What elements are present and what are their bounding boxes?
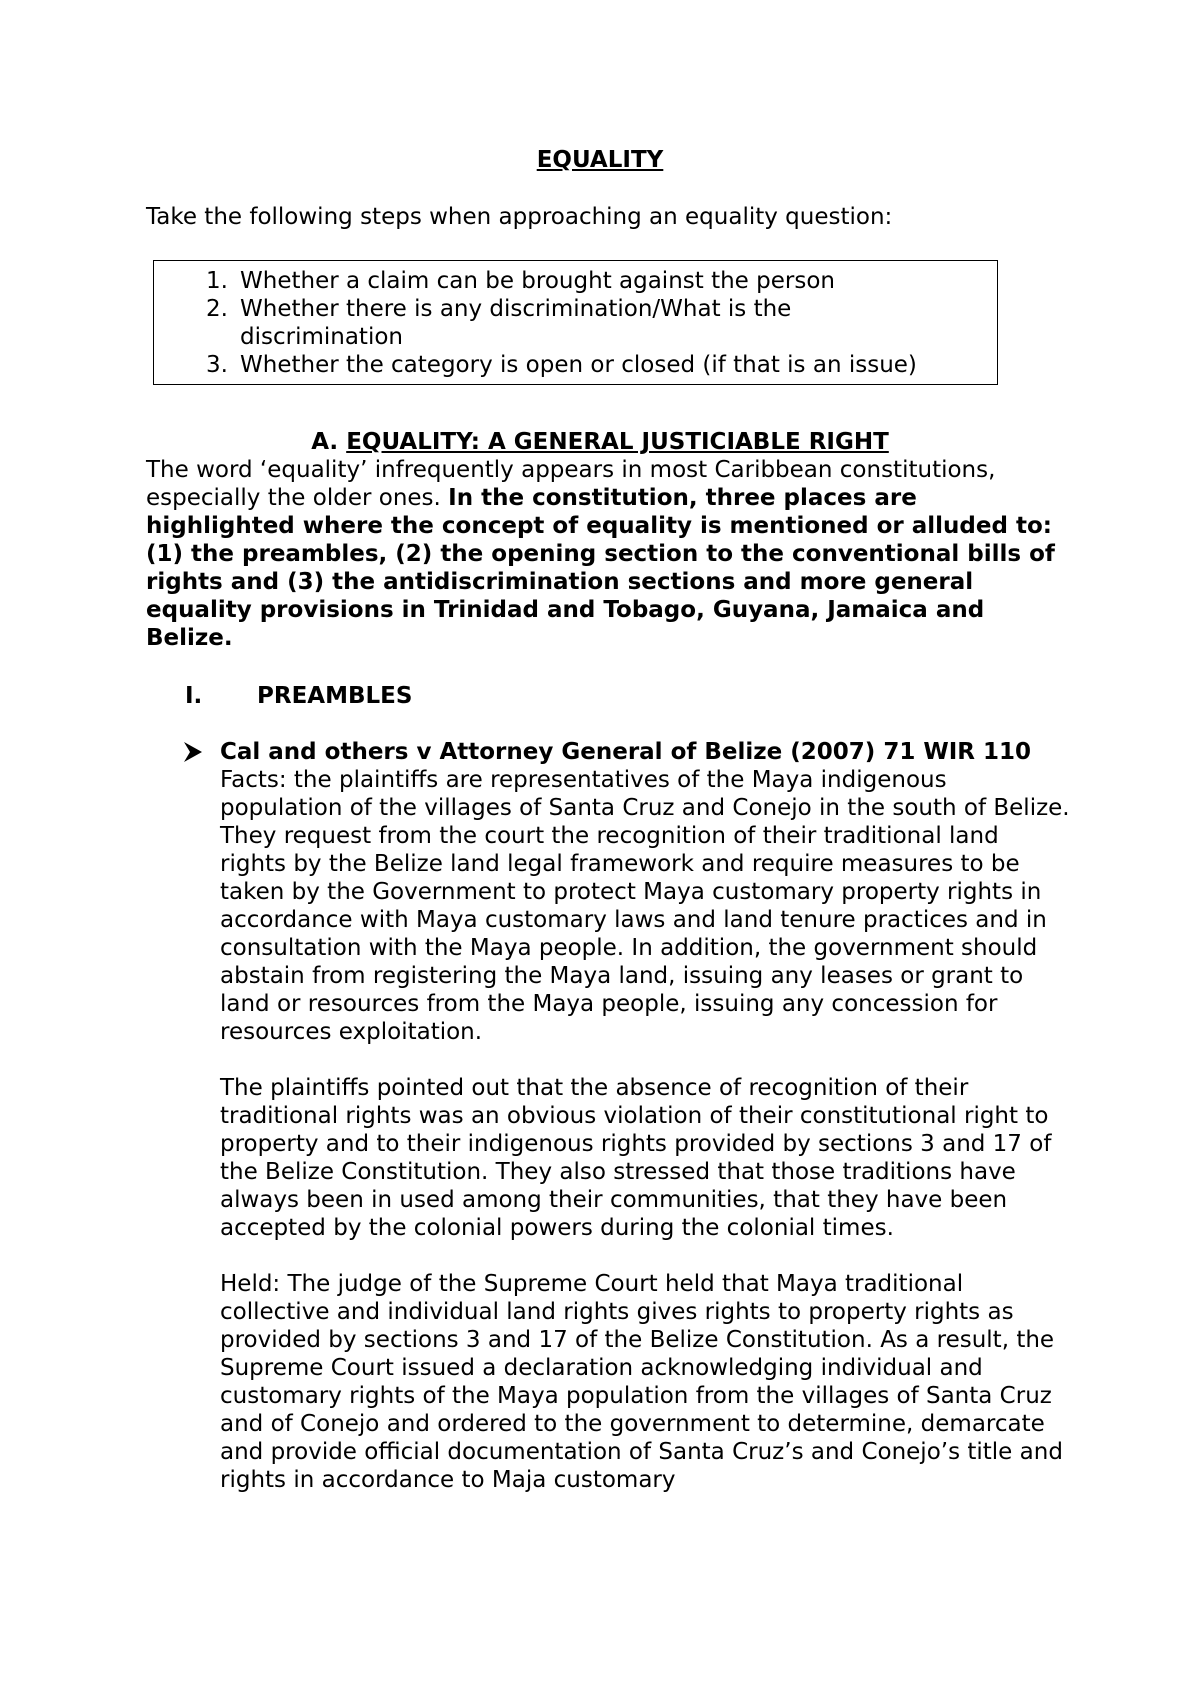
arrowhead-bullet-icon — [182, 740, 204, 764]
subsection-heading — [185, 682, 413, 710]
intro-text: Take the following steps when approaching an equality question: — [146, 204, 893, 230]
paragraph-gap — [220, 1242, 1070, 1270]
steps-list — [206, 267, 946, 379]
step-text: Whether a claim can be brought against the person — [240, 268, 835, 294]
case-argument: The plaintiffs pointed out that the absence of recognition of their traditional rights was an obvious violation of their constitutional right to property and to their indigenous rights provided by sections 3 and 17 of the Belize Constitution. They also stressed that those traditions have always been in used among their communities, that they have been accepted by the colonial powers during the colonial times. — [220, 1075, 1052, 1241]
paragraph-bold-text: In the constitution, three places are highlighted where the concept of equality is mentioned or alluded to: (1) the preambles, (2) the opening section to the conventional bills of rights and (3) the antidiscrimination sections and more general equality provisions in Trinidad and Tobago, Guyana, Jamaica and Belize. — [146, 485, 1055, 651]
step-item — [206, 295, 946, 351]
section-a-title: EQUALITY: A GENERAL JUSTICIABLE RIGHT — [346, 429, 889, 455]
step-item — [206, 351, 946, 379]
step-text: Whether the category is open or closed (if that is an issue) — [240, 352, 917, 378]
section-a-prefix: A. — [311, 429, 339, 455]
section-a-heading — [0, 428, 1200, 456]
steps-box — [153, 260, 998, 385]
case-title: Cal and others v Attorney General of Belize (2007) 71 WIR 110 — [220, 739, 1031, 765]
paragraph-gap — [220, 1046, 1070, 1074]
subsection-numeral: I. — [185, 683, 203, 709]
step-number: 2. — [206, 296, 228, 322]
step-number: 1. — [206, 268, 228, 294]
step-item — [206, 267, 946, 295]
step-number: 3. — [206, 352, 228, 378]
case-body — [220, 738, 1070, 1494]
paragraph-plain-text: The word ‘equality’ infrequently appears in most Caribbean constitutions, especially the older ones. — [146, 457, 996, 511]
step-text: Whether there is any discrimination/What is the discrimination — [240, 296, 792, 350]
case-held: Held: The judge of the Supreme Court held that Maya traditional collective and individual land rights gives rights to property rights as provided by sections 3 and 17 of the Belize Constitution. As a result, the Supreme Court issued a declaration acknowledging individual and customary rights of the Maya population from the villages of Santa Cruz and of Conejo and ordered to the government to determine, demarcate and provide official documentation of Santa Cruz’s and Conejo’s title and rights in accordance to Maja customary — [220, 1271, 1063, 1493]
document-title: EQUALITY — [536, 147, 664, 173]
section-a-paragraph — [146, 456, 1066, 652]
subsection-title: PREAMBLES — [257, 683, 413, 709]
case-facts: Facts: the plaintiffs are representatives of the Maya indigenous population of the villages of Santa Cruz and Conejo in the south of Belize. They request from the court the recognition of their traditional land rights by the Belize land legal framework and require measures to be taken by the Government to protect Maya customary property rights in accordance with Maya customary laws and land tenure practices and in consultation with the Maya people. In addition, the government should abstain from registering the Maya land, issuing any leases or grant to land or resources from the Maya people, issuing any concession for resources exploitation. — [220, 767, 1070, 1045]
